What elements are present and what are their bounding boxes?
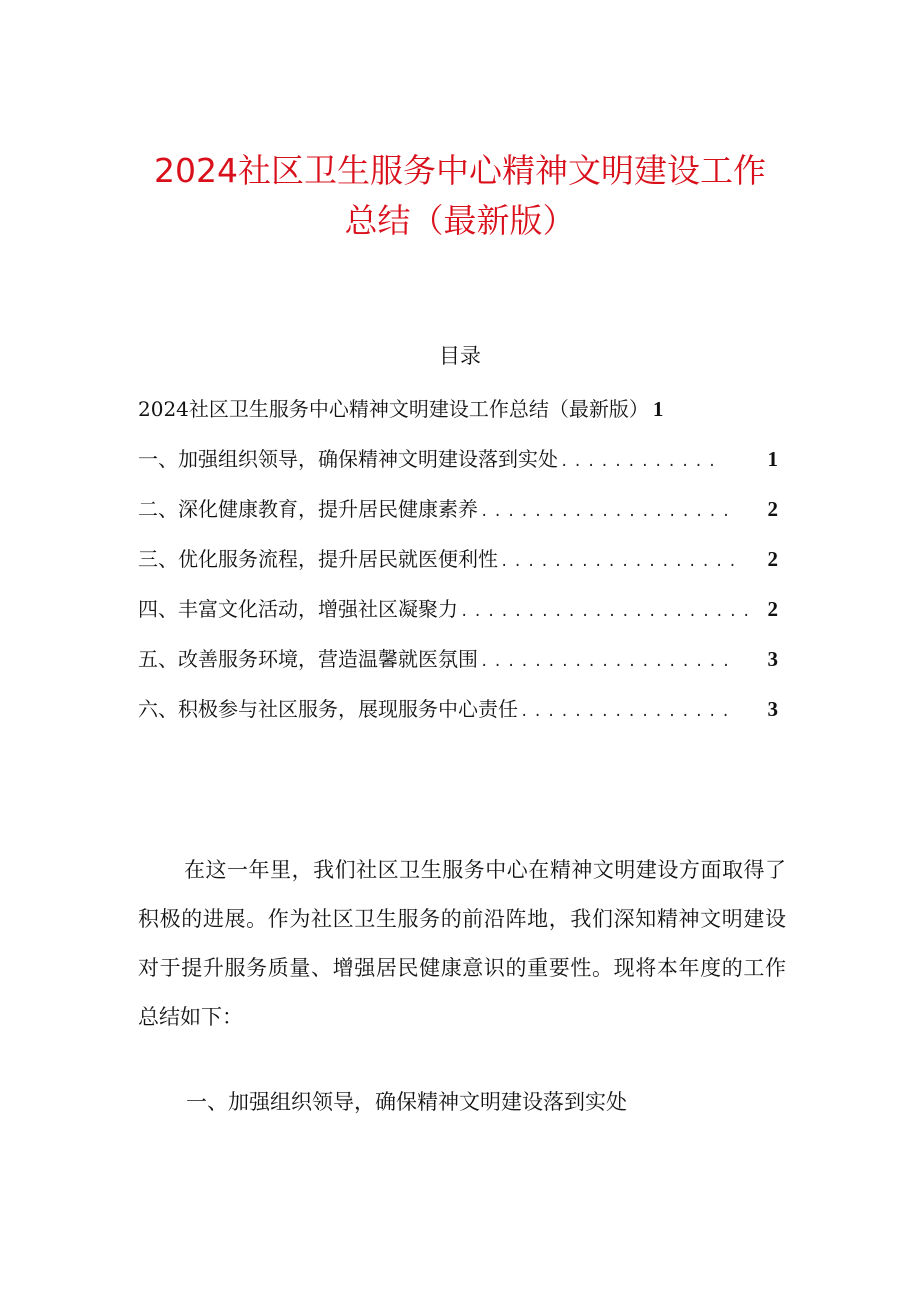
toc-leader-dots: ................... <box>480 654 736 670</box>
toc-leader-dots: ................ <box>520 704 735 720</box>
toc-entry-label: 二、深化健康教育，提升居民健康素养 <box>138 497 478 521</box>
toc-leader-dots: ...................... <box>460 604 756 620</box>
toc-entry[interactable] <box>138 642 778 692</box>
toc-entry-label: 五、改善服务环境，营造温馨就医氛围 <box>138 647 478 671</box>
toc-entry[interactable] <box>138 692 778 742</box>
toc-entry-label: 2024社区卫生服务中心精神文明建设工作总结（最新版） <box>138 397 649 421</box>
toc-leader-dots: ............ <box>560 454 722 470</box>
toc-entry-page: 3 <box>767 697 778 721</box>
toc-entry-page: 1 <box>652 397 664 421</box>
toc-leader-dots: .................. <box>500 554 742 570</box>
toc-entry-page: 2 <box>767 597 778 621</box>
toc-entry-label: 四、丰富文化活动，增强社区凝聚力 <box>138 597 458 621</box>
toc-entry-page: 3 <box>767 647 778 671</box>
toc-entry-page: 2 <box>767 497 778 521</box>
toc-entry-page: 2 <box>767 547 778 571</box>
toc-entry-label: 一、加强组织领导，确保精神文明建设落到实处 <box>138 447 558 471</box>
toc-entry[interactable] <box>138 592 778 642</box>
toc-entry[interactable] <box>138 392 778 442</box>
toc-entry[interactable] <box>138 442 778 492</box>
toc-entry-label: 六、积极参与社区服务，展现服务中心责任 <box>138 697 518 721</box>
toc-entry-label: 三、优化服务流程，提升居民就医便利性 <box>138 547 498 571</box>
toc-heading: 目录 <box>439 344 481 368</box>
toc-entry[interactable] <box>138 542 778 592</box>
intro-paragraph: 在这一年里，我们社区卫生服务中心在精神文明建设方面取得了积极的进展。作为社区卫生服务的前沿阵地，我们深知精神文明建设对于提升服务质量、增强居民健康意识的重要性。现将本年度的工作总结如下： <box>138 858 786 1029</box>
toc-entry[interactable] <box>138 492 778 542</box>
document-title-line1: 2024社区卫生服务中心精神文明建设工作 <box>154 151 766 190</box>
table-of-contents <box>138 392 778 742</box>
section-heading: 一、加强组织领导，确保精神文明建设落到实处 <box>186 1090 627 1114</box>
document-title-line2: 总结（最新版） <box>344 201 576 240</box>
toc-leader-dots: ................... <box>480 504 736 520</box>
toc-entry-page: 1 <box>767 447 778 471</box>
